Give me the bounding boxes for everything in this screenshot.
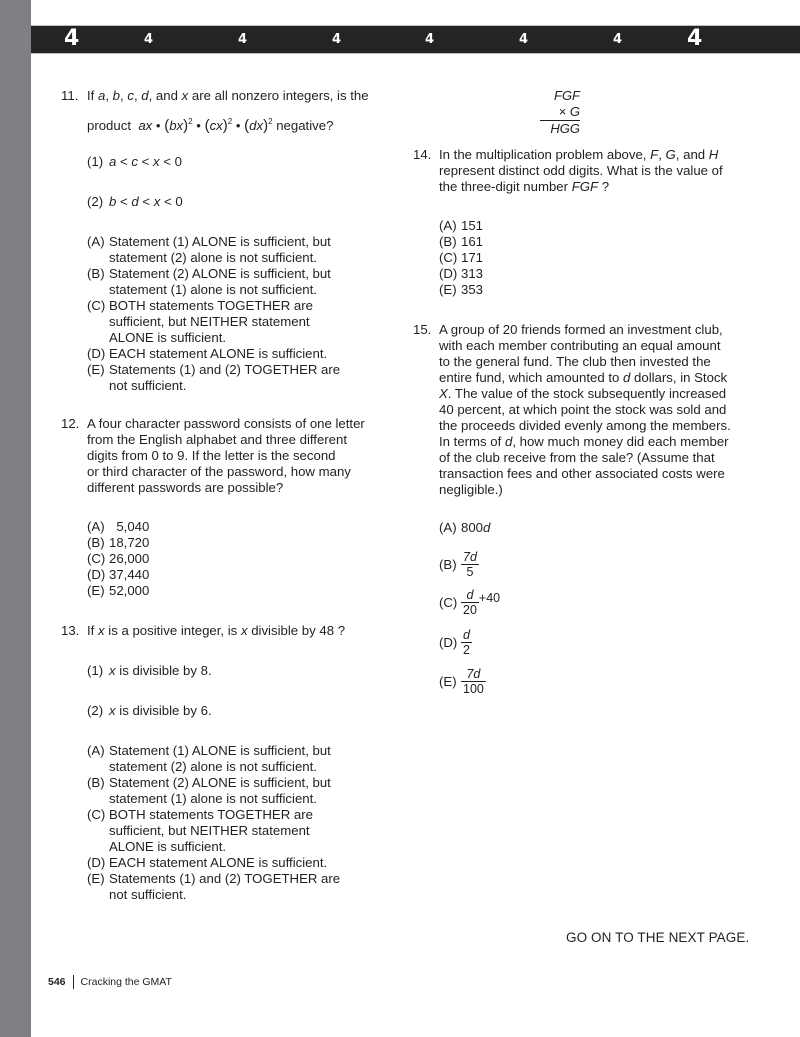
answer-option-e[interactable]: (E) 52,000 [87,583,150,598]
answer-option-a[interactable]: (A) Statement (1) ALONE is sufficient, but statement (2) alone is not sufficient. [87,234,331,265]
answer-option-c[interactable]: (C) 171 [439,250,484,265]
answer-option-c[interactable]: (C) 26,000 [87,551,150,566]
question-text: If x is a positive integer, is x divisible by 48 ? [87,623,346,638]
answer-option-c[interactable]: (C) BOTH statements TOGETHER are sufficient, but NEITHER statement ALONE is sufficient. [87,298,313,345]
answer-option-b[interactable]: (B) Statement (2) ALONE is sufficient, but statement (1) alone is not sufficient. [87,266,331,297]
answer-option-e[interactable]: (E) Statements (1) and (2) TOGETHER are not sufficient. [87,362,341,393]
answer-option-d[interactable]: (D) 37,440 [87,567,150,582]
question-text: A four character password consists of one letter from the English alphabet and three different digits from 0 to 9. If the letter is the second or third character of the password, how many different passwords are possible? [87,416,365,495]
answer-option-a[interactable]: (A) 800d [439,520,491,535]
answer-option-e[interactable]: (E) 353 [439,282,484,297]
footer-divider [73,975,74,989]
answer-option-c[interactable]: (C) $\frac{d}{20}$ +40 [439,588,501,617]
page-edge-sidebar [0,0,31,1037]
question-number: 15. [413,322,432,337]
statement-2: (2) x is divisible by 6. [87,703,212,718]
question-formula-line: product ax • (bx)$^2$ • (cx)$^2$ • (dx)$^2$ negative? [87,117,334,134]
question-number: 14. [413,147,432,162]
answer-option-d[interactable]: (D) EACH statement ALONE is sufficient. [87,855,328,870]
section-marker-large: 4 [64,26,80,51]
question-text: A group of 20 friends formed an investment club, with each member contributing an equal amount to the general fund. The club then invested the entire fund, which amounted to d dollars, in Stock X. The value of the stock subsequently increased 40 percent, at which point the stock was sold and the proceeds divided evenly among the members. In terms of d, how much money did each member of the club receive from the sale? (Assume that transaction fees and other associated costs were negligible.) [439,322,731,497]
section-marker: 4 [613,32,623,47]
answer-option-e[interactable]: (E) $\frac{7d}{100}$ [439,667,484,696]
question-text: If a, b, c, d, and x are all nonzero integers, is the [87,88,369,103]
page-number: 546 [48,975,66,988]
book-title: Cracking the GMAT [80,975,172,988]
answer-option-c[interactable]: (C) BOTH statements TOGETHER are sufficient, but NEITHER statement ALONE is sufficient. [87,807,313,854]
section-marker: 4 [332,32,342,47]
answer-option-a[interactable]: (A) 5,040 [87,519,150,534]
section-marker: 4 [238,32,248,47]
section-marker: 4 [425,32,435,47]
multiplication-problem: FGF × G HGG [540,88,580,137]
statement-2: (2) b < d < x < 0 [87,194,183,209]
answer-option-d[interactable]: (D) $\frac{d}{2}$ [439,628,470,657]
answer-option-a[interactable]: (A) Statement (1) ALONE is sufficient, but statement (2) alone is not sufficient. [87,743,331,774]
answer-option-a[interactable]: (A) 151 [439,218,484,233]
statement-1: (1) x is divisible by 8. [87,663,212,678]
section-header-band [31,25,800,54]
section-marker-large: 4 [687,26,703,51]
answer-option-b[interactable]: (B) Statement (2) ALONE is sufficient, but statement (1) alone is not sufficient. [87,775,331,806]
answer-option-e[interactable]: (E) Statements (1) and (2) TOGETHER are not sufficient. [87,871,341,902]
next-page-prompt: GO ON TO THE NEXT PAGE. [566,930,750,945]
page-footer [48,975,172,989]
section-marker: 4 [144,32,154,47]
answer-option-b[interactable]: (B) 18,720 [87,535,150,550]
question-number: 13. [61,623,80,638]
statement-1: (1) a < c < x < 0 [87,154,182,169]
answer-option-d[interactable]: (D) EACH statement ALONE is sufficient. [87,346,328,361]
section-marker: 4 [519,32,529,47]
answer-option-b[interactable]: (B) $\frac{7d}{5}$ [439,550,477,579]
question-number: 12. [61,416,80,431]
answer-option-d[interactable]: (D) 313 [439,266,484,281]
question-number: 11. [61,88,79,103]
question-text: In the multiplication problem above, F, G, and H represent distinct odd digits. What is the value of the three-digit number FGF ? [439,147,723,194]
answer-option-b[interactable]: (B) 161 [439,234,484,249]
